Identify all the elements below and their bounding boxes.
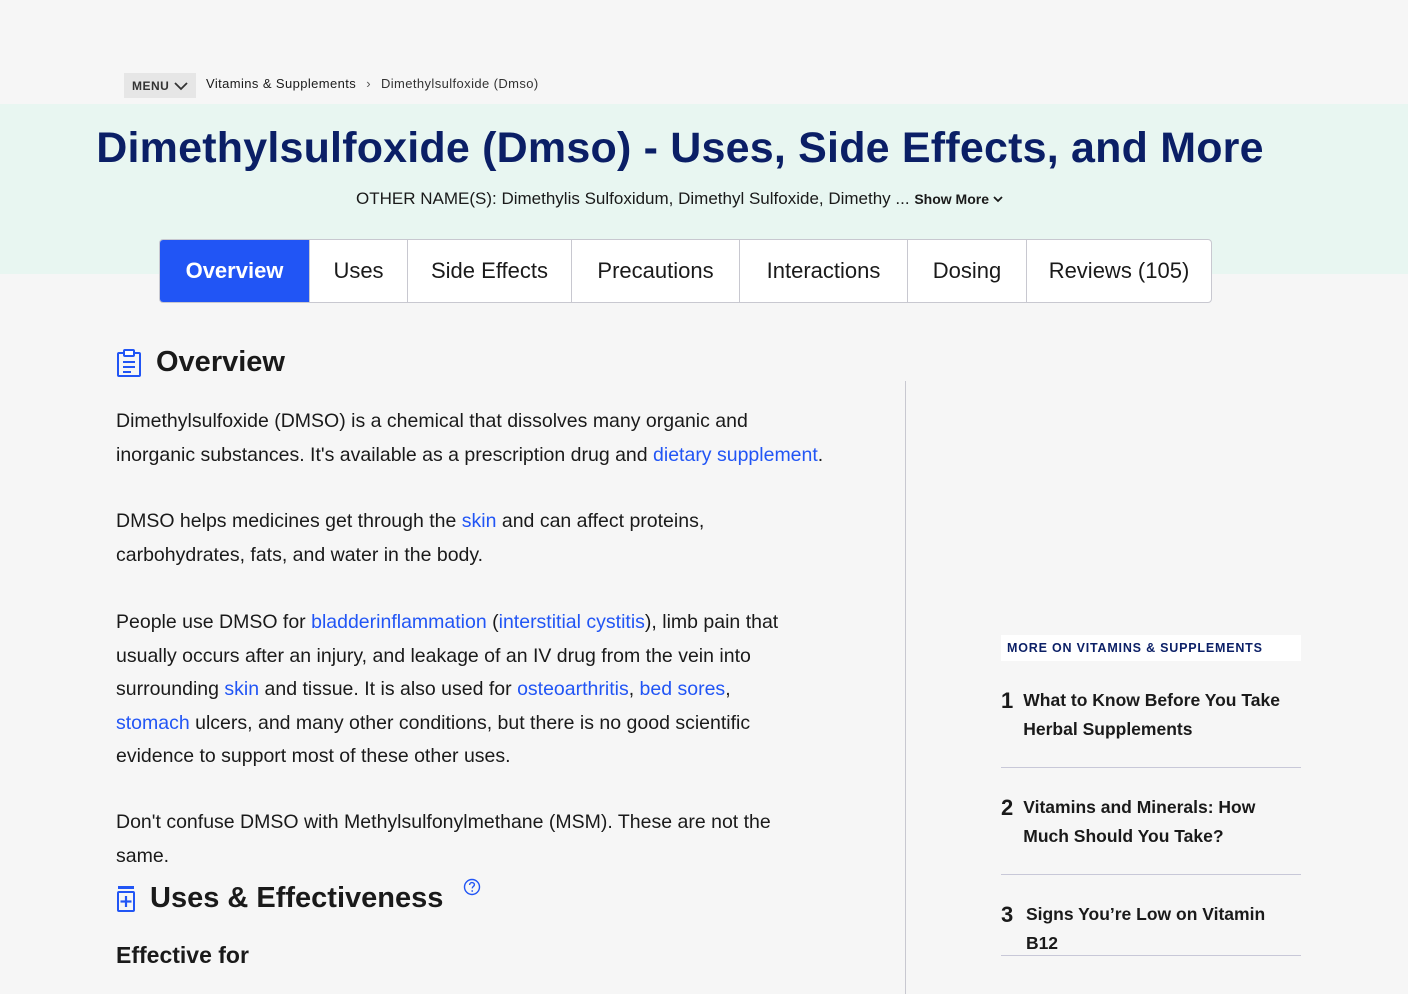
- show-more-label: Show More: [914, 191, 989, 207]
- text-span: and tissue. It is also used for: [259, 678, 518, 700]
- breadcrumb-current: Dimethylsulfoxide (Dmso): [380, 76, 539, 91]
- related-article-1[interactable]: [1001, 686, 1301, 768]
- link-bladder-inflammation[interactable]: bladderinflammation: [311, 611, 487, 633]
- text-span: Dimethylsulfoxide (DMSO) is a chemical that dissolves many organic and inorganic substances. It's available as a prescription drug and: [116, 410, 748, 466]
- link-interstitial-cystitis[interactable]: interstitial cystitis: [498, 611, 645, 633]
- link-osteoarthritis[interactable]: osteoarthritis: [517, 678, 629, 700]
- text-span: ,: [628, 678, 640, 700]
- overview-paragraph-1: [116, 405, 826, 472]
- text-span: ulcers, and many other conditions, but there is no good scientific evidence to support most of these other uses.: [116, 711, 751, 767]
- breadcrumb-link-vitamins[interactable]: Vitamins & Supplements: [206, 76, 357, 91]
- related-article-2[interactable]: [1001, 793, 1301, 875]
- text-span: .: [817, 443, 824, 466]
- tab-interactions[interactable]: Interactions: [740, 240, 908, 302]
- page-title: Dimethylsulfoxide (Dmso) - Uses, Side Effects, and More: [96, 124, 1264, 172]
- overview-paragraph-2: [116, 505, 826, 572]
- section-tabs: [159, 239, 1212, 303]
- article-number: 3: [1001, 902, 1014, 927]
- tab-side-effects[interactable]: Side Effects: [408, 240, 572, 302]
- menu-button[interactable]: [124, 73, 196, 98]
- tab-uses[interactable]: Uses: [310, 240, 408, 302]
- overview-heading-text: Overview: [156, 346, 285, 378]
- text-span: DMSO helps medicines get through the: [116, 510, 462, 532]
- show-more-button[interactable]: [914, 191, 1004, 207]
- more-on-label: MORE ON VITAMINS & SUPPLEMENTS: [1001, 635, 1301, 661]
- overview-heading: [116, 346, 285, 379]
- link-skin-2[interactable]: skin: [224, 678, 260, 700]
- text-span: and can affect proteins, carbohydrates, fats, and water in the body.: [116, 510, 705, 566]
- text-span: People use DMSO for: [116, 611, 312, 633]
- medicine-bottle-icon: [116, 885, 136, 913]
- column-divider: [905, 381, 906, 994]
- overview-paragraph-4: Don't confuse DMSO with Methylsulfonylmethane (MSM). These are not the same.: [116, 811, 771, 867]
- tab-precautions[interactable]: Precautions: [572, 240, 740, 302]
- link-bed-sores[interactable]: bed sores: [639, 678, 726, 700]
- tab-reviews[interactable]: Reviews (105): [1048, 258, 1190, 283]
- breadcrumb: [206, 76, 539, 91]
- uses-heading: [116, 882, 481, 915]
- article-title: Signs You’re Low on Vitamin B12: [1025, 904, 1266, 953]
- clipboard-icon: [116, 349, 142, 377]
- other-names: [0, 189, 1360, 209]
- link-skin[interactable]: skin: [461, 510, 497, 532]
- overview-paragraph-3: [116, 606, 806, 774]
- tab-overview[interactable]: Overview: [160, 240, 310, 302]
- article-number: 2: [1001, 795, 1014, 820]
- chevron-down-icon: [992, 193, 1004, 205]
- related-article-3[interactable]: [1001, 900, 1301, 956]
- chevron-down-icon: [174, 79, 188, 93]
- article-title: What to Know Before You Take Herbal Supplements: [1023, 690, 1280, 739]
- text-span: (: [486, 611, 499, 633]
- other-names-text: OTHER NAME(S): Dimethylis Sulfoxidum, Dimethyl Sulfoxide, Dimethy ...: [356, 189, 910, 208]
- text-span: ,: [725, 678, 731, 700]
- tab-dosing[interactable]: Dosing: [908, 240, 1027, 302]
- help-icon[interactable]: [463, 878, 481, 896]
- article-title: Vitamins and Minerals: How Much Should You Take?: [1023, 797, 1256, 846]
- uses-heading-text: Uses & Effectiveness: [150, 882, 444, 914]
- chevron-right-icon: ›: [366, 76, 371, 91]
- article-number: 1: [1001, 688, 1014, 713]
- link-dietary-supplement[interactable]: dietary supplement: [653, 443, 818, 466]
- link-stomach[interactable]: stomach: [116, 711, 190, 734]
- menu-label: MENU: [132, 78, 170, 93]
- text-span: ), limb pain that usually occurs after an injury, and leakage of an IV drug from the vein into surrounding: [116, 611, 779, 700]
- effective-for-heading: Effective for: [116, 942, 249, 968]
